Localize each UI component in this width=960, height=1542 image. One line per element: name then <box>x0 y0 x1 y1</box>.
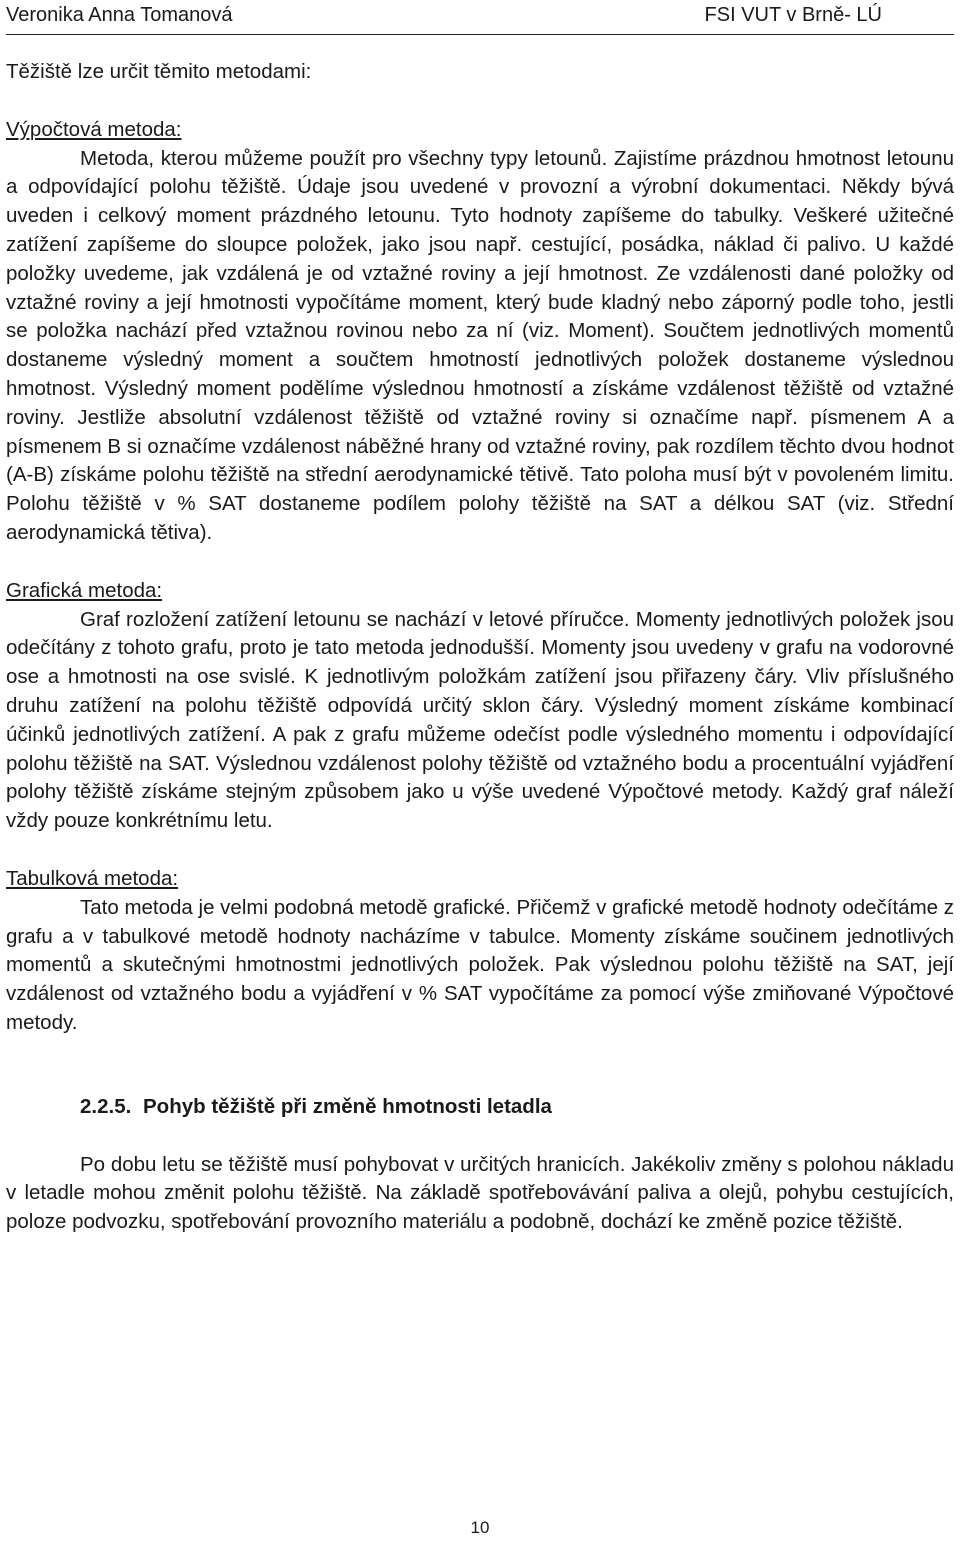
method-title: Tabulková metoda: <box>6 866 179 890</box>
header-institution: FSI VUT v Brně- LÚ <box>704 4 882 26</box>
page-content <box>6 58 954 1237</box>
section-heading <box>6 1093 954 1122</box>
method-title: Výpočtová metoda: <box>6 117 182 141</box>
method-title: Grafická metoda: <box>6 578 163 602</box>
section-paragraph: Po dobu letu se těžiště musí pohybovat v určitých hranicích. Jakékoliv změny s polohou nákladu v letadle mohou změnit polohu těžiště. Na základě spotřebovávání paliva a olejů, pohybu cestujících, poloze podvozku, spotřebování provozního materiálu a podobně, dochází ke změně pozice těžiště. <box>6 1152 954 1234</box>
method-calculation <box>6 116 954 548</box>
method-graphical <box>6 577 954 836</box>
method-paragraph: Metoda, kterou můžeme použít pro všechny typy letounů. Zajistíme prázdnou hmotnost letounu a odpovídající polohu těžiště. Údaje jsou uvedené v provozní a výrobní dokumentaci. Někdy bývá uveden i celkový moment prázdného letounu. Tyto hodnoty zapíšeme do tabulky. Veškeré užitečné zatížení zapíšeme do sloupce položek, jako jsou např. cestující, posádka, náklad či palivo. U každé položky uvedeme, jak vzdálená je od vztažné roviny a její hmotnost. Ze vzdálenosti dané položky od vztažné roviny a její hmotnosti vypočítáme moment, který bude kladný nebo záporný podle toho, jestli se položka nachází před vztažnou rovinou nebo za ní (viz. Moment). Součtem jednotlivých momentů dostaneme výsledný moment a součtem hmotností jednotlivých položek dostaneme výslednou hmotnost. Výsledný moment podělíme výslednou hmotností a získáme vzdálenost těžiště od vztažné roviny. Jestliže absolutní vzdálenost těžiště od vztažné roviny si označíme např. písmenem A a písmenem B si označíme vzdálenost náběžné hrany od vztažné roviny, pak rozdílem těchto dvou hodnot (A-B) získáme polohu těžiště na střední aerodynamické tětivě. Tato poloha musí být v povoleném limitu. Polohu těžiště v % SAT dostaneme podílem polohy těžiště na SAT a délkou SAT (viz. Střední aerodynamická tětiva). <box>6 146 954 544</box>
section-number: 2.2.5. <box>80 1094 132 1118</box>
running-header <box>6 0 954 35</box>
page-number: 10 <box>470 1518 490 1537</box>
section-2-2-5 <box>6 1093 954 1237</box>
header-author: Veronika Anna Tomanová <box>6 4 233 26</box>
intro-line: Těžiště lze určit těmito metodami: <box>6 60 312 83</box>
method-paragraph: Graf rozložení zatížení letounu se nachází v letové příručce. Momenty jednotlivých položek jsou odečítány z tohoto grafu, proto je tato metoda jednodušší. Momenty jsou uvedeny v grafu na vodorovné ose a hmotnosti na ose svislé. K jednotlivým položkám zatížení jsou přiřazeny čáry. Vliv příslušného druhu zatížení na polohu těžiště odpovídá určitý sklon čáry. Výsledný moment získáme kombinací účinků jednotlivých zatížení. A pak z grafu můžeme odečíst podle výsledného momentu i odpovídající polohu těžiště na SAT. Výslednou vzdálenost polohy těžiště od vztažného bodu a procentuální vyjádření polohy těžiště získáme stejným způsobem jako u výše uvedené Výpočtové metody. Každý graf náleží vždy pouze konkrétnímu letu. <box>6 607 954 833</box>
method-paragraph: Tato metoda je velmi podobná metodě grafické. Přičemž v grafické metodě hodnoty odečítáme z grafu a v tabulkové metodě hodnoty nacházíme v tabulce. Momenty získáme součinem jednotlivých momentů a skutečnými hmotnostmi jednotlivých položek. Pak výslednou polohu těžiště na SAT, její vzdálenost od vztažného bodu a vyjádření v % SAT vypočítáme za pomocí výše zmiňované Výpočtové metody. <box>6 895 954 1034</box>
method-tabular <box>6 865 954 1038</box>
section-title: Pohyb těžiště při změně hmotnosti letadla <box>143 1094 552 1118</box>
